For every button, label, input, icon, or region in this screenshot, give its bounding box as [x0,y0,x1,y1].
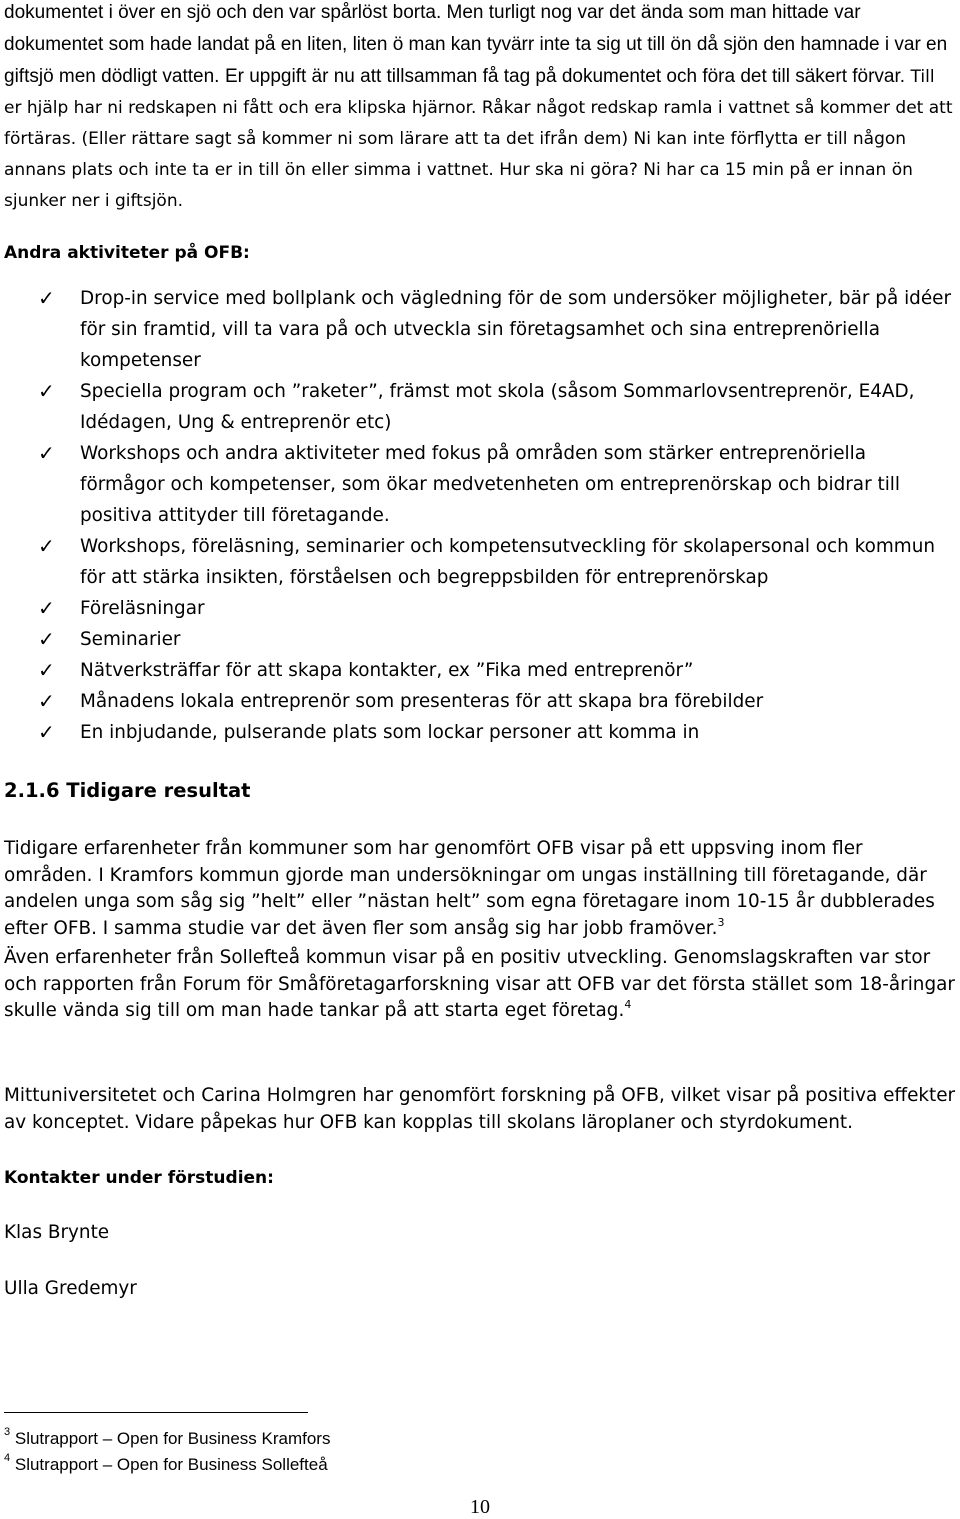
contact-name: Ulla Gredemyr [4,1278,137,1299]
list-item-text: Månadens lokala entreprenör som presenteras för att skapa bra förebilder [80,691,764,712]
list-item [4,686,956,717]
footnote-text: Slutrapport – Open for Business Sollefteå [14,1455,328,1474]
footnote-number: 3 [4,1426,11,1438]
footnotes [4,1426,330,1478]
list-item-text: Speciella program och ”raketer”, främst mot skola (såsom Sommarlovsentreprenör, E4AD, Idédagen, Ung & entreprenör etc) [80,381,915,433]
checkmark-icon: ✓ [38,658,55,682]
results-paragraph-3-text: Mittuniversitetet och Carina Holmgren har genomfört forskning på OFB, vilket visar på positiva effekter av konceptet. Vidare påpekas hur OFB kan kopplas till skolans läroplaner och styrdokument. [4,1085,956,1133]
contacts-heading: Kontakter under förstudien: [4,1168,274,1188]
footnote-text: Slutrapport – Open for Business Kramfors [14,1429,331,1448]
results-paragraph-2-text: Även erfarenheter från Sollefteå kommun visar på en positiv utveckling. Genomslagskraften var stor och rapporten från Forum för Småföretagarforskning visar att OFB var det första stället som 18-åringar skulle vända sig till om man hade tankar på att starta eget företag. [4,947,955,1021]
activities-list [4,283,956,748]
footnote-ref-4: 4 [624,998,632,1011]
footnote-item [4,1452,330,1478]
activities-heading: Andra aktiviteter på OFB: [4,243,250,263]
footnote-item [4,1426,330,1452]
list-item-text: Workshops och andra aktiviteter med fokus på områden som stärker entreprenöriella förmågor och kompetenser, som ökar medvetenheten om entreprenörskap och bidrar till positiva attityder till företagande. [80,443,901,526]
list-item [4,717,956,748]
section-title: 2.1.6 Tidigare resultat [4,779,251,802]
list-item-text: Drop-in service med bollplank och vägledning för de som undersöker möjligheter, bär på idéer för sin framtid, vill ta vara på och utveckla sin företagsamhet och sina entreprenöriella kompetenser [80,288,952,371]
checkmark-icon: ✓ [38,596,55,620]
results-paragraph-1-text: Tidigare erfarenheter från kommuner som har genomfört OFB visar på ett uppsving inom fler områden. I Kramfors kommun gjorde man undersökningar om ungas inställning till företagande, där andelen unga som såg sig ”helt” eller ”nästan helt” som egna företagare inom 10-15 år dubblerades efter OFB. I samma studie var det även fler som ansåg sig har jobb framöver. [4,838,935,939]
checkmark-icon: ✓ [38,441,55,465]
intro-text-part1: dokumentet i över en sjö och den var spårlöst borta. Men turligt nog var det ända som man hittade var dokumentet som hade landat på en liten, liten ö man kan tyvärr inte ta sig ut till ön då sjön den hamnade i var en giftsjö men dödligt vatten. [4,2,948,87]
list-item-text: Workshops, föreläsning, seminarier och kompetensutveckling för skolapersonal och kommun för att stärka insikten, förståelsen och begreppsbilden för entreprenörskap [80,536,936,588]
list-item [4,376,956,438]
list-item-text: Nätverksträffar för att skapa kontakter, ex ”Fika med entreprenör” [80,660,694,681]
intro-text-part2: Er uppgift är nu att tillsamman få tag på dokumentet och föra det till säkert förvar. [224,66,906,87]
footnote-number: 4 [4,1452,11,1464]
page-number: 10 [470,1496,490,1518]
intro-text-part3: Till er hjälp har ni redskapen ni fått och era klipska hjärnor. Råkar något redskap ramla i vattnet så kommer det att förtäras. (Eller rättare sagt så kommer ni som lärare att ta det ifrån dem) Ni kan inte förflytta er till någon annans plats och inte ta er in till ön eller simma i vattnet. Hur ska ni göra? Ni har ca 15 min på er innan ön sjunker ner i giftsjön. [4,67,953,211]
results-paragraph-2 [4,945,956,1025]
list-item [4,283,956,376]
list-item [4,593,956,624]
list-item-text: En inbjudande, pulserande plats som lockar personer att komma in [80,722,700,743]
list-item [4,438,956,531]
checkmark-icon: ✓ [38,286,55,310]
checkmark-icon: ✓ [38,627,55,651]
list-item [4,531,956,593]
list-item-text: Seminarier [80,629,181,650]
intro-paragraph [4,0,956,217]
footnote-separator [4,1412,308,1413]
results-paragraph-1 [4,836,956,942]
checkmark-icon: ✓ [38,720,55,744]
list-item [4,624,956,655]
checkmark-icon: ✓ [38,379,55,403]
list-item [4,655,956,686]
checkmark-icon: ✓ [38,689,55,713]
contact-name: Klas Brynte [4,1222,110,1243]
list-item-text: Föreläsningar [80,598,205,619]
results-paragraph-3 [4,1083,956,1136]
footnote-ref-3: 3 [717,915,725,929]
checkmark-icon: ✓ [38,534,55,558]
